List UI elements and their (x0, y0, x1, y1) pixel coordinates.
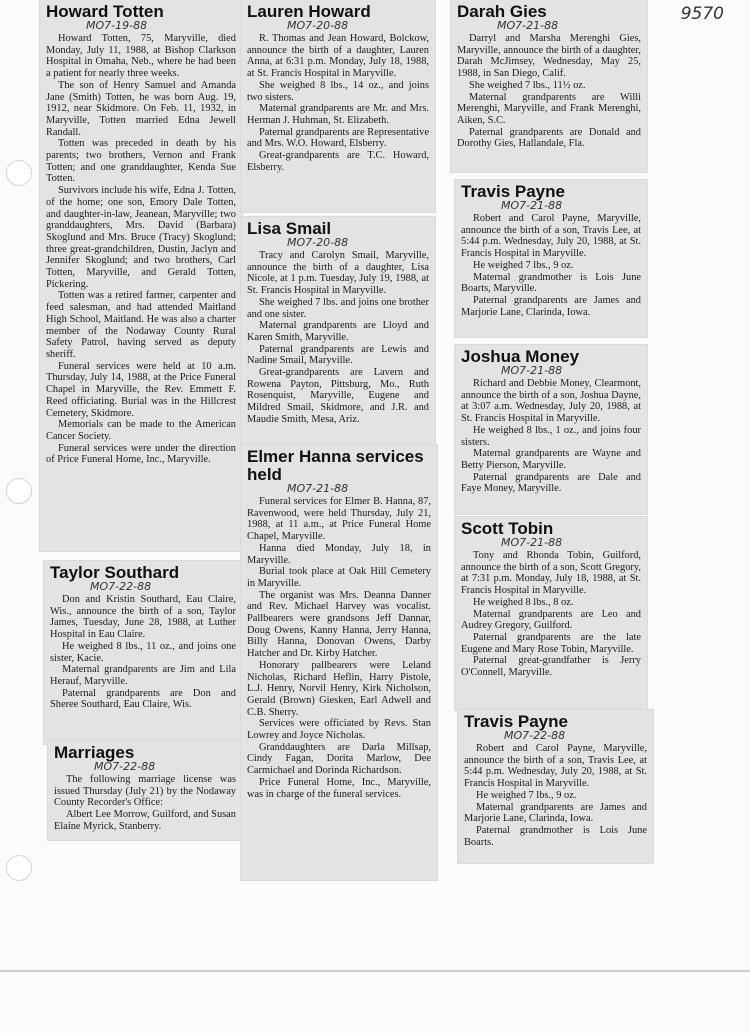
article-paragraph: Paternal grandparents are James and Marjorie Lane, Clarinda, Iowa. (461, 294, 641, 318)
article-paragraph: Funeral services were held at 10 a.m. Thursday, July 14, 1988, at the Price Funeral Chapel in Maryville, the Rev. Emmett F. Reed officiating. Burial was in the Hillcrest Cemetery, Skidmore. (46, 360, 236, 419)
article-paragraph: Totten was preceded in death by his parents; two brothers, Vernon and Frank Totten; and one granddaughter, Kenda Sue Totten. (46, 138, 236, 185)
punch-hole (6, 855, 32, 881)
article-paragraph: Paternal grandmother is Lois June Boarts. (464, 824, 647, 848)
article-body (461, 378, 641, 495)
article-paragraph: The organist was Mrs. Deanna Danner and Rev. Michael Harvey was vocalist. Pallbearers were grandsons Jeff Dannar, Doug Owens, Kanny Hanna, Jerry Hanna, Billy Hanna, Donovan Owens, Darby Hatcher and Dr. Kirby Hatcher. (247, 589, 431, 660)
article-body (461, 213, 641, 318)
headline: Marriages (54, 743, 135, 762)
date-note: MO7-21-88 (501, 199, 563, 212)
article-paragraph: Maternal grandparents are Jim and Lila Herauf, Maryville. (50, 664, 236, 687)
article-paragraph: Granddaughters are Darla Millsap, Cindy Fagan, Dorita Marlow, Dee Carmichael and Dorinda Richardson. (247, 741, 431, 777)
article-paragraph: Totten was a retired farmer, carpenter and feed salesman, and had attended Maitland High School, Maitland. He was also a charter member of the Nodaway County Rural Safety Patrol, having served as deputy sheriff. (46, 290, 236, 360)
article-paragraph: R. Thomas and Jean Howard, Bolckow, announce the birth of a daughter, Lauren Anna, at 6:31 p.m. Monday, July 18, 1988, at St. Francis Hospital in Maryville. (247, 33, 429, 80)
article-paragraph: Tony and Rhonda Tobin, Guilford, announce the birth of a son, Scott Gregory, at 7:31 p.m. Monday, July 18, 1988, at St. Francis Hospital in Maryville. (461, 550, 641, 597)
article-paragraph: Price Funeral Home, Inc., Maryville, was in charge of the funeral services. (247, 776, 431, 800)
date-note: MO7-21-88 (497, 19, 559, 32)
clipping-lauren-howard (241, 0, 435, 212)
article-body (54, 774, 236, 833)
clipping-payne-2 (458, 710, 653, 863)
clipping-tobin (455, 517, 647, 710)
headline: Joshua Money (461, 347, 580, 366)
article-paragraph: Richard and Debbie Money, Clearmont, announce the birth of a son, Joshua Dayne, at 3:07 a.m. Wednesday, July 20, 1988, at St. Francis Hospital in Maryville. (461, 378, 641, 425)
article-paragraph: Maternal grandparents are Willi Merenghi, Maryville, and Frank Merenghi, Aiken, S.C. (457, 91, 641, 126)
article-body (461, 550, 641, 679)
article-body (247, 250, 429, 426)
headline: Taylor Southard (50, 563, 180, 582)
clipping-gies (451, 0, 647, 172)
article-paragraph: Maternal grandparents are Leo and Audrey Gregory, Guilford. (461, 608, 641, 632)
date-note: MO7-20-88 (287, 236, 349, 249)
article-paragraph: Robert and Carol Payne, Maryville, announce the birth of a son, Travis Lee, at 5:44 p.m. Wednesday, July 20, 1988, at St. Francis Hospital in Maryville. (461, 213, 641, 260)
clipping-money (455, 345, 647, 514)
clipping-hanna (241, 445, 437, 880)
article-paragraph: Paternal grandparents are Representative and Mrs. W.O. Howard, Elsberry. (247, 126, 429, 150)
scan-edge (0, 970, 750, 972)
clipping-smail (241, 217, 435, 448)
article-paragraph: Maternal grandparents are Wayne and Betty Pierson, Maryville. (461, 448, 641, 471)
article-paragraph: He weighed 8 lbs., 1 oz., and joins four sisters. (461, 424, 641, 448)
article-paragraph: He weighed 8 lbs., 11 oz., and joins one sister, Kacie. (50, 640, 236, 664)
article-paragraph: Services were officiated by Revs. Stan Lowrey and Joyce Nicholas. (247, 718, 431, 742)
clipping-southard (44, 561, 242, 744)
headline: Lisa Smail (247, 219, 332, 238)
article-paragraph: Paternal great-grandfather is Jerry O'Connell, Maryville. (461, 655, 641, 679)
article-paragraph: Survivors include his wife, Edna J. Totten, of the home; one son, Emory Dale Totten, and daughter-in-law, Jeanean, Maryville; two granddaughters, Mrs. David (Barbara) Skoglund and Mrs. Bruce (Tracy) Skoglund; three great-grandchildren, Dustin, Jaclyn and Jennifer Skoglund; and two brothers, Carl Totten, Maryville, and Gerald Totten, Pickering. (46, 185, 236, 290)
article-paragraph: Tracy and Carolyn Smail, Maryville, announce the birth of a daughter, Lisa Nicole, at 1 p.m. Tuesday, July 19, 1988, at St. Francis Hospital in Maryville. (247, 250, 429, 297)
date-note: MO7-20-88 (287, 19, 349, 32)
article-body (50, 594, 236, 711)
article-body (247, 33, 429, 173)
article-paragraph: Burial took place at Oak Hill Cemetery in Maryville. (247, 566, 431, 589)
clipping-totten (40, 0, 242, 551)
article-body (247, 496, 431, 800)
article-paragraph: Robert and Carol Payne, Maryville, announce the birth of a son, Travis Lee, at 5:44 p.m. Wednesday, July 20, 1988, at St. Francis Hospital in Maryville. (464, 743, 647, 790)
article-paragraph: Darryl and Marsha Merenghi Gies, Maryville, announce the birth of a daughter, Darah McJimsey, Wednesday, May 25, 1988, in San Diego, Calif. (457, 33, 641, 80)
article-paragraph: She weighed 7 lbs. and joins one brother and one sister. (247, 296, 429, 320)
headline: Lauren Howard (247, 2, 371, 21)
date-note: MO7-21-88 (501, 536, 563, 549)
article-body (464, 743, 647, 848)
article-paragraph: Honorary pallbearers were Leland Nicholas, Richard Heflin, Harry Pistole, L.J. Henry, Norvil Henry, Kirk Nicholson, Gerald (Brown) Giesken, Earl Adwell and C.B. Sherry. (247, 659, 431, 718)
article-paragraph: Great-grandparents are T.C. Howard, Elsberry. (247, 150, 429, 173)
article-paragraph: Maternal grandparents are Lloyd and Karen Smith, Maryville. (247, 320, 429, 343)
article-paragraph: Paternal grandparents are the late Eugene and Mary Rose Tobin, Maryville. (461, 631, 641, 655)
punch-hole (6, 478, 32, 504)
date-note: MO7-19-88 (86, 19, 148, 32)
article-paragraph: She weighed 7 lbs., 11½ oz. (469, 79, 586, 91)
article-paragraph: He weighed 7 lbs., 9 oz. (476, 789, 577, 801)
headline: Travis Payne (464, 712, 568, 731)
article-paragraph: Paternal grandparents are Donald and Dorothy Gies, Hallandale, Fla. (457, 126, 641, 150)
article-paragraph: Hanna died Monday, July 18, in Maryville. (247, 542, 431, 566)
article-paragraph: Great-grandparents are Lavern and Rowena Payton, Pittsburg, Mo., Ruth Rosenquist, Maryville, Eugene and Mildred Smail, Skidmore, and J.R. and Maudie Smith, Mesa, Ariz. (247, 367, 429, 425)
article-paragraph: Paternal grandparents are Dale and Faye Money, Maryville. (461, 471, 641, 495)
article-paragraph: She weighed 8 lbs., 14 oz., and joins two sisters. (247, 79, 429, 103)
headline: Scott Tobin (461, 519, 554, 538)
article-paragraph: Maternal grandmother is Lois June Boarts, Maryville. (461, 271, 641, 295)
article-paragraph: He weighed 7 lbs., 9 oz. (473, 259, 574, 271)
article-body (46, 33, 236, 466)
article-paragraph: Albert Lee Morrow, Guilford, and Susan Elaine Myrick, Stanberry. (54, 809, 236, 832)
article-paragraph: Memorials can be made to the American Cancer Society. (46, 419, 236, 442)
headline: Howard Totten (46, 2, 164, 21)
article-paragraph: Funeral services for Elmer B. Hanna, 87, Ravenwood, were held Thursday, July 21, 1988, at 11 a.m., at Price Funeral Home Chapel, Maryville. (247, 496, 431, 543)
article-paragraph: Funeral services were under the direction of Price Funeral Home, Inc., Maryville. (46, 442, 236, 466)
article-paragraph: He weighed 8 lbs., 8 oz. (473, 596, 574, 608)
date-note: MO7-22-88 (504, 729, 566, 742)
page-number: 9570 (680, 4, 724, 24)
headline: Darah Gies (457, 2, 547, 21)
clipping-marriages (48, 741, 242, 840)
article-paragraph: The following marriage license was issued Thursday (July 21) by the Nodaway County Recorder's Office: (54, 774, 236, 809)
article-paragraph: Howard Totten, 75, Maryville, died Monday, July 11, 1988, at Bishop Clarkson Hospital in Omaha, Neb., where he had been a patient for nearly three weeks. (46, 33, 236, 80)
article-paragraph: Maternal grandparents are James and Marjorie Lane, Clarinda, Iowa. (464, 801, 647, 825)
article-paragraph: Paternal grandparents are Lewis and Nadine Smail, Maryville. (247, 343, 429, 367)
article-body (457, 33, 641, 150)
date-note: MO7-21-88 (287, 482, 349, 495)
article-paragraph: Maternal grandparents are Mr. and Mrs. Herman J. Huhman, St. Elizabeth. (247, 103, 429, 126)
headline: Travis Payne (461, 182, 565, 201)
date-note: MO7-22-88 (94, 760, 156, 773)
article-paragraph: Don and Kristin Southard, Eau Claire, Wis., announce the birth of a son, Taylor James, Tuesday, June 28, 1988, at Luther Hospital in Eau Claire. (50, 594, 236, 641)
punch-hole (6, 160, 32, 186)
date-note: MO7-22-88 (90, 580, 152, 593)
article-paragraph: Paternal grandparents are Don and Sheree Southard, Eau Claire, Wis. (50, 687, 236, 711)
clipping-payne-1 (455, 180, 647, 337)
headline: Elmer Hanna services held (247, 447, 424, 484)
article-paragraph: The son of Henry Samuel and Amanda Jane (Smith) Totten, he was born Aug. 19, 1912, near Skidmore. On Feb. 11, 1932, in Maryville, Totten married Edna Jewell Randall. (46, 79, 236, 138)
date-note: MO7-21-88 (501, 364, 563, 377)
